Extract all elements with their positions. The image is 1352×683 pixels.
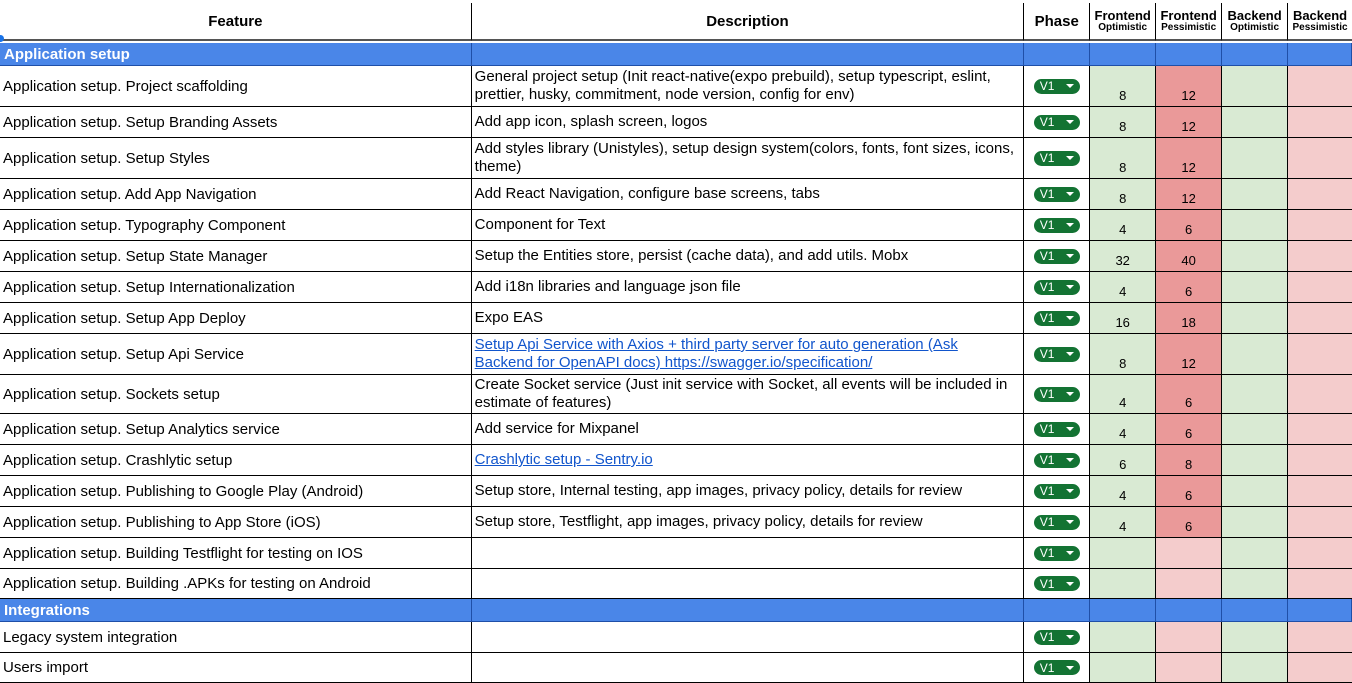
backend-optimistic-cell[interactable]	[1222, 334, 1288, 375]
phase-value: V1	[1039, 347, 1055, 361]
description-cell[interactable]	[472, 375, 1025, 414]
dropdown-arrow-icon	[1066, 427, 1074, 431]
frontend-pessimistic-cell[interactable]	[1156, 210, 1222, 241]
phase-value: V1	[1039, 79, 1055, 93]
frontend-optimistic-value: 4	[1119, 519, 1127, 534]
phase-dropdown-chip[interactable]	[1034, 387, 1080, 402]
section-header-row	[0, 43, 1352, 66]
phase-cell[interactable]	[1024, 210, 1090, 241]
phase-dropdown-chip[interactable]	[1034, 515, 1080, 530]
backend-optimistic-cell[interactable]	[1222, 303, 1288, 334]
frontend-pessimistic-value: 6	[1185, 284, 1193, 299]
backend-pessimistic-cell[interactable]	[1288, 569, 1352, 599]
feature-text: Users import	[3, 659, 89, 676]
phase-value: V1	[1039, 660, 1055, 675]
feature-text: Application setup. Publishing to Google Play (Android)	[3, 482, 364, 500]
backend-optimistic-cell[interactable]	[1222, 272, 1288, 303]
frontend-optimistic-value: 4	[1119, 488, 1127, 503]
table-row	[0, 569, 1352, 599]
description-cell[interactable]	[472, 334, 1025, 375]
phase-dropdown-chip[interactable]	[1034, 660, 1080, 675]
phase-cell[interactable]	[1024, 138, 1090, 179]
description-text: Add service for Mixpanel	[474, 420, 639, 437]
header-backend-optimistic[interactable]: Backend Optimistic	[1222, 3, 1288, 41]
table-row	[0, 375, 1352, 414]
description-cell[interactable]	[472, 622, 1025, 653]
frontend-pessimistic-value: 12	[1181, 356, 1196, 371]
phase-value: V1	[1039, 115, 1055, 129]
frontend-optimistic-value: 4	[1119, 222, 1127, 237]
phase-dropdown-chip[interactable]	[1034, 484, 1080, 499]
frontend-pessimistic-cell[interactable]	[1156, 414, 1222, 445]
table-row	[0, 414, 1352, 445]
feature-cell[interactable]	[0, 107, 472, 138]
backend-optimistic-cell[interactable]	[1222, 414, 1288, 445]
frontend-pessimistic-cell[interactable]	[1156, 507, 1222, 538]
frontend-optimistic-cell[interactable]	[1090, 538, 1156, 569]
feature-cell[interactable]	[0, 507, 472, 538]
backend-optimistic-cell[interactable]	[1222, 210, 1288, 241]
dropdown-arrow-icon	[1066, 551, 1074, 555]
backend-pessimistic-cell[interactable]	[1288, 538, 1352, 569]
table-row	[0, 179, 1352, 210]
description-text: Component for Text	[474, 216, 606, 233]
feature-text: Application setup. Setup App Deploy	[3, 309, 246, 327]
table-row	[0, 476, 1352, 507]
description-cell[interactable]	[472, 210, 1025, 241]
feature-cell[interactable]	[0, 569, 472, 599]
frontend-pessimistic-cell[interactable]	[1156, 303, 1222, 334]
frontend-pessimistic-value: 12	[1181, 191, 1196, 206]
phase-value: V1	[1039, 311, 1055, 325]
feature-cell[interactable]	[0, 179, 472, 210]
phase-dropdown-chip[interactable]	[1034, 280, 1080, 295]
phase-dropdown-chip[interactable]	[1034, 422, 1080, 437]
phase-cell[interactable]	[1024, 107, 1090, 138]
feature-text: Application setup. Crashlytic setup	[3, 451, 233, 469]
frontend-pessimistic-cell[interactable]	[1156, 445, 1222, 476]
phase-cell[interactable]	[1024, 569, 1090, 599]
phase-value: V1	[1039, 630, 1055, 644]
feature-cell[interactable]	[0, 414, 472, 445]
frontend-pessimistic-cell[interactable]	[1156, 538, 1222, 569]
feature-text: Application setup. Setup Analytics service	[3, 420, 280, 438]
phase-value: V1	[1039, 515, 1055, 529]
section-cell[interactable]	[472, 599, 1025, 622]
feature-text: Application setup. Setup Styles	[3, 149, 210, 167]
section-cell[interactable]	[1288, 43, 1352, 66]
dropdown-arrow-icon	[1066, 192, 1074, 196]
header-feature[interactable]: Feature	[0, 3, 472, 41]
description-text: Add i18n libraries and language json file	[474, 278, 741, 295]
backend-optimistic-cell[interactable]	[1222, 66, 1288, 107]
description-text: Setup store, Internal testing, app images, privacy policy, details for review	[474, 482, 963, 499]
description-text: Setup store, Testflight, app images, privacy policy, details for review	[474, 513, 923, 530]
dropdown-arrow-icon	[1066, 582, 1074, 586]
frontend-optimistic-cell[interactable]	[1090, 476, 1156, 507]
frontend-optimistic-value: 32	[1115, 253, 1130, 268]
backend-optimistic-cell[interactable]	[1222, 138, 1288, 179]
backend-pessimistic-cell[interactable]	[1288, 210, 1352, 241]
section-cell[interactable]	[1222, 599, 1288, 622]
section-title-cell[interactable]	[0, 599, 472, 622]
description-cell[interactable]	[472, 138, 1025, 179]
table-row	[0, 272, 1352, 303]
table-row	[0, 507, 1352, 538]
frontend-optimistic-cell[interactable]	[1090, 241, 1156, 272]
description-cell[interactable]	[472, 445, 1025, 476]
feature-cell[interactable]	[0, 138, 472, 179]
frontend-pessimistic-value: 40	[1181, 253, 1196, 268]
section-title-cell[interactable]	[0, 43, 472, 66]
feature-cell[interactable]	[0, 445, 472, 476]
backend-optimistic-cell[interactable]	[1222, 507, 1288, 538]
phase-dropdown-chip[interactable]	[1034, 187, 1080, 202]
frontend-pessimistic-value: 6	[1185, 395, 1193, 410]
backend-optimistic-cell[interactable]	[1222, 241, 1288, 272]
table-row	[0, 66, 1352, 107]
header-description[interactable]: Description	[472, 3, 1025, 41]
feature-text: Application setup. Add App Navigation	[3, 185, 257, 203]
header-phase[interactable]: Phase	[1024, 3, 1090, 41]
feature-cell[interactable]	[0, 375, 472, 414]
phase-value: V1	[1039, 218, 1055, 232]
phase-value: V1	[1039, 484, 1055, 498]
section-cell[interactable]	[1024, 599, 1090, 622]
phase-cell[interactable]	[1024, 445, 1090, 476]
dropdown-arrow-icon	[1066, 520, 1074, 524]
feature-cell[interactable]	[0, 241, 472, 272]
frontend-pessimistic-value: 12	[1181, 160, 1196, 175]
description-cell[interactable]	[472, 538, 1025, 569]
table-row	[0, 241, 1352, 272]
backend-optimistic-cell[interactable]	[1222, 375, 1288, 414]
frontend-pessimistic-value: 6	[1185, 519, 1193, 534]
description-cell[interactable]	[472, 303, 1025, 334]
backend-pessimistic-cell[interactable]	[1288, 303, 1352, 334]
description-cell[interactable]	[472, 414, 1025, 445]
backend-optimistic-cell[interactable]	[1222, 538, 1288, 569]
frontend-pessimistic-cell[interactable]	[1156, 272, 1222, 303]
dropdown-arrow-icon	[1066, 120, 1074, 124]
phase-dropdown-chip[interactable]	[1034, 79, 1080, 94]
frontend-optimistic-value: 8	[1119, 119, 1127, 134]
feature-cell[interactable]	[0, 272, 472, 303]
frontend-pessimistic-cell[interactable]	[1156, 107, 1222, 138]
frontend-pessimistic-value: 8	[1185, 457, 1193, 472]
frontend-optimistic-cell[interactable]	[1090, 66, 1156, 107]
header-frontend-pessimistic[interactable]: Frontend Pessimistic	[1156, 3, 1222, 41]
feature-cell[interactable]	[0, 334, 472, 375]
feature-cell[interactable]	[0, 303, 472, 334]
frontend-optimistic-cell[interactable]	[1090, 334, 1156, 375]
dropdown-arrow-icon	[1066, 223, 1074, 227]
phase-cell[interactable]	[1024, 622, 1090, 653]
section-title: Application setup	[4, 45, 130, 63]
description-cell[interactable]	[472, 272, 1025, 303]
backend-optimistic-cell[interactable]	[1222, 107, 1288, 138]
backend-pessimistic-cell[interactable]	[1288, 507, 1352, 538]
backend-pessimistic-cell[interactable]	[1288, 622, 1352, 653]
backend-pessimistic-cell[interactable]	[1288, 272, 1352, 303]
phase-value: V1	[1039, 280, 1055, 294]
phase-value: V1	[1039, 387, 1055, 401]
frontend-pessimistic-cell[interactable]	[1156, 66, 1222, 107]
feature-cell[interactable]	[0, 538, 472, 569]
frontend-optimistic-cell[interactable]	[1090, 179, 1156, 210]
frontend-optimistic-cell[interactable]	[1090, 107, 1156, 138]
description-link[interactable]: Crashlytic setup - Sentry.io	[474, 451, 653, 468]
frontend-optimistic-cell[interactable]	[1090, 375, 1156, 414]
feature-cell[interactable]	[0, 476, 472, 507]
dropdown-arrow-icon	[1066, 458, 1074, 462]
frontend-optimistic-cell[interactable]	[1090, 569, 1156, 599]
description-link[interactable]: Setup Api Service with Axios + third party server for auto generation (Ask Backend for OpenAPI docs) https://swagger.io/specification/	[474, 336, 958, 371]
table-row	[0, 107, 1352, 138]
dropdown-arrow-icon	[1066, 84, 1074, 88]
frontend-optimistic-cell[interactable]	[1090, 622, 1156, 653]
table-row	[0, 210, 1352, 241]
dropdown-arrow-icon	[1066, 352, 1074, 356]
frontend-optimistic-value: 8	[1119, 160, 1127, 175]
dropdown-arrow-icon	[1066, 392, 1074, 396]
backend-pessimistic-cell[interactable]	[1288, 179, 1352, 210]
feature-text: Application setup. Setup Internationalization	[3, 278, 295, 296]
phase-dropdown-chip[interactable]	[1034, 311, 1080, 326]
phase-dropdown-chip[interactable]	[1034, 453, 1080, 468]
frontend-optimistic-cell[interactable]	[1090, 138, 1156, 179]
backend-pessimistic-cell[interactable]	[1288, 241, 1352, 272]
description-cell[interactable]	[472, 179, 1025, 210]
frontend-pessimistic-cell[interactable]	[1156, 622, 1222, 653]
section-cell[interactable]	[1090, 43, 1156, 66]
section-cell[interactable]	[1288, 599, 1352, 622]
phase-dropdown-chip[interactable]	[1034, 347, 1080, 362]
feature-text: Legacy system integration	[3, 628, 178, 646]
table-row	[0, 303, 1352, 334]
backend-optimistic-cell[interactable]	[1222, 569, 1288, 599]
header-frontend-optimistic[interactable]: Frontend Optimistic	[1090, 3, 1156, 41]
phase-value: V1	[1039, 576, 1055, 591]
frontend-pessimistic-value: 6	[1185, 426, 1193, 441]
frontend-optimistic-cell[interactable]	[1090, 414, 1156, 445]
frontend-pessimistic-value: 6	[1185, 488, 1193, 503]
backend-optimistic-cell[interactable]	[1222, 622, 1288, 653]
backend-optimistic-cell[interactable]	[1222, 179, 1288, 210]
description-cell[interactable]	[472, 476, 1025, 507]
header-backend-pessimistic[interactable]: Backend Pessimistic	[1288, 3, 1352, 41]
description-text: Add app icon, splash screen, logos	[474, 113, 708, 130]
header-row	[0, 3, 1352, 41]
phase-cell[interactable]	[1024, 334, 1090, 375]
feature-text: Application setup. Setup Api Service	[3, 345, 244, 363]
description-cell[interactable]	[472, 241, 1025, 272]
phase-cell[interactable]	[1024, 507, 1090, 538]
backend-optimistic-cell[interactable]	[1222, 476, 1288, 507]
phase-cell[interactable]	[1024, 241, 1090, 272]
backend-optimistic-cell[interactable]	[1222, 445, 1288, 476]
backend-pessimistic-cell[interactable]	[1288, 107, 1352, 138]
phase-cell[interactable]	[1024, 303, 1090, 334]
feature-text: Application setup. Setup Branding Assets	[3, 113, 278, 131]
backend-pessimistic-cell[interactable]	[1288, 334, 1352, 375]
feature-text: Application setup. Setup State Manager	[3, 247, 268, 265]
frontend-pessimistic-value: 18	[1181, 315, 1196, 330]
description-text: Setup the Entities store, persist (cache data), and add utils. Mobx	[474, 247, 909, 264]
dropdown-arrow-icon	[1066, 316, 1074, 320]
phase-cell[interactable]	[1024, 66, 1090, 107]
frontend-pessimistic-cell[interactable]	[1156, 138, 1222, 179]
frontend-optimistic-value: 8	[1119, 356, 1127, 371]
description-text: Create Socket service (Just init service with Socket, all events will be included in estimate of features)	[474, 376, 1008, 411]
phase-value: V1	[1039, 546, 1055, 560]
section-cell[interactable]	[1156, 599, 1222, 622]
frontend-pessimistic-cell[interactable]	[1156, 334, 1222, 375]
description-cell[interactable]	[472, 107, 1025, 138]
frontend-optimistic-value: 4	[1119, 426, 1127, 441]
dropdown-arrow-icon	[1066, 666, 1074, 670]
frontend-pessimistic-value: 12	[1181, 88, 1196, 103]
description-text: General project setup (Init react-native(expo prebuild), setup typescript, eslint, prettier, husky, commitment, node version, config for env)	[474, 68, 991, 103]
phase-cell[interactable]	[1024, 179, 1090, 210]
backend-pessimistic-cell[interactable]	[1288, 138, 1352, 179]
phase-cell[interactable]	[1024, 375, 1090, 414]
feature-text: Application setup. Publishing to App Store (iOS)	[3, 513, 321, 531]
table-row	[0, 445, 1352, 476]
description-text: Add styles library (Unistyles), setup design system(colors, fonts, font sizes, icons, theme)	[474, 140, 1015, 175]
frontend-optimistic-value: 8	[1119, 191, 1127, 206]
frontend-optimistic-cell[interactable]	[1090, 303, 1156, 334]
frontend-optimistic-value: 6	[1119, 457, 1127, 472]
description-text: Add React Navigation, configure base screens, tabs	[474, 185, 820, 202]
backend-pessimistic-cell[interactable]	[1288, 375, 1352, 414]
phase-cell[interactable]	[1024, 538, 1090, 569]
section-cell[interactable]	[472, 43, 1025, 66]
frontend-pessimistic-value: 12	[1181, 119, 1196, 134]
frontend-pessimistic-cell[interactable]	[1156, 476, 1222, 507]
phase-dropdown-chip[interactable]	[1034, 546, 1080, 561]
frontend-optimistic-cell[interactable]	[1090, 210, 1156, 241]
table-row	[0, 334, 1352, 375]
feature-cell[interactable]	[0, 66, 472, 107]
phase-cell[interactable]	[1024, 414, 1090, 445]
backend-pessimistic-cell[interactable]	[1288, 414, 1352, 445]
frontend-optimistic-cell[interactable]	[1090, 272, 1156, 303]
dropdown-arrow-icon	[1066, 635, 1074, 639]
section-cell[interactable]	[1222, 43, 1288, 66]
section-cell[interactable]	[1156, 43, 1222, 66]
frontend-optimistic-value: 4	[1119, 284, 1127, 299]
phase-dropdown-chip[interactable]	[1034, 249, 1080, 264]
table-row	[0, 622, 1352, 653]
phase-value: V1	[1039, 187, 1055, 201]
frontend-optimistic-cell[interactable]	[1090, 507, 1156, 538]
frontend-pessimistic-cell[interactable]	[1156, 569, 1222, 599]
section-header-row	[0, 599, 1352, 622]
frontend-optimistic-value: 16	[1115, 315, 1130, 330]
phase-dropdown-chip[interactable]	[1034, 576, 1080, 591]
phase-dropdown-chip[interactable]	[1034, 151, 1080, 166]
description-cell[interactable]	[472, 507, 1025, 538]
feature-text: Application setup. Building Testflight for testing on IOS	[3, 544, 363, 562]
frontend-pessimistic-cell[interactable]	[1156, 375, 1222, 414]
phase-value: V1	[1039, 151, 1055, 165]
dropdown-arrow-icon	[1066, 489, 1074, 493]
phase-value: V1	[1039, 422, 1055, 436]
table-row	[0, 538, 1352, 569]
backend-pessimistic-cell[interactable]	[1288, 66, 1352, 107]
feature-text: Application setup. Project scaffolding	[3, 77, 248, 95]
phase-dropdown-chip[interactable]	[1034, 115, 1080, 130]
feature-cell[interactable]	[0, 210, 472, 241]
frontend-pessimistic-cell[interactable]	[1156, 179, 1222, 210]
description-cell[interactable]	[472, 569, 1025, 599]
backend-pessimistic-cell[interactable]	[1288, 476, 1352, 507]
feature-text: Application setup. Building .APKs for testing on Android	[3, 575, 371, 592]
phase-dropdown-chip[interactable]	[1034, 630, 1080, 645]
section-cell[interactable]	[1090, 599, 1156, 622]
frontend-optimistic-value: 8	[1119, 88, 1127, 103]
phase-dropdown-chip[interactable]	[1034, 218, 1080, 233]
description-cell[interactable]	[472, 66, 1025, 107]
feature-text: Application setup. Typography Component	[3, 216, 286, 234]
section-cell[interactable]	[1024, 43, 1090, 66]
feature-text: Application setup. Sockets setup	[3, 385, 220, 403]
feature-cell[interactable]	[0, 622, 472, 653]
backend-pessimistic-cell[interactable]	[1288, 445, 1352, 476]
phase-value: V1	[1039, 249, 1055, 263]
phase-cell[interactable]	[1024, 272, 1090, 303]
dropdown-arrow-icon	[1066, 254, 1074, 258]
dropdown-arrow-icon	[1066, 285, 1074, 289]
frontend-optimistic-value: 4	[1119, 395, 1127, 410]
description-text: Expo EAS	[474, 309, 544, 326]
dropdown-arrow-icon	[1066, 156, 1074, 160]
section-title: Integrations	[4, 601, 90, 619]
frontend-pessimistic-value: 6	[1185, 222, 1193, 237]
frontend-optimistic-cell[interactable]	[1090, 445, 1156, 476]
phase-cell[interactable]	[1024, 476, 1090, 507]
frontend-pessimistic-cell[interactable]	[1156, 241, 1222, 272]
table-row	[0, 138, 1352, 179]
phase-value: V1	[1039, 453, 1055, 467]
